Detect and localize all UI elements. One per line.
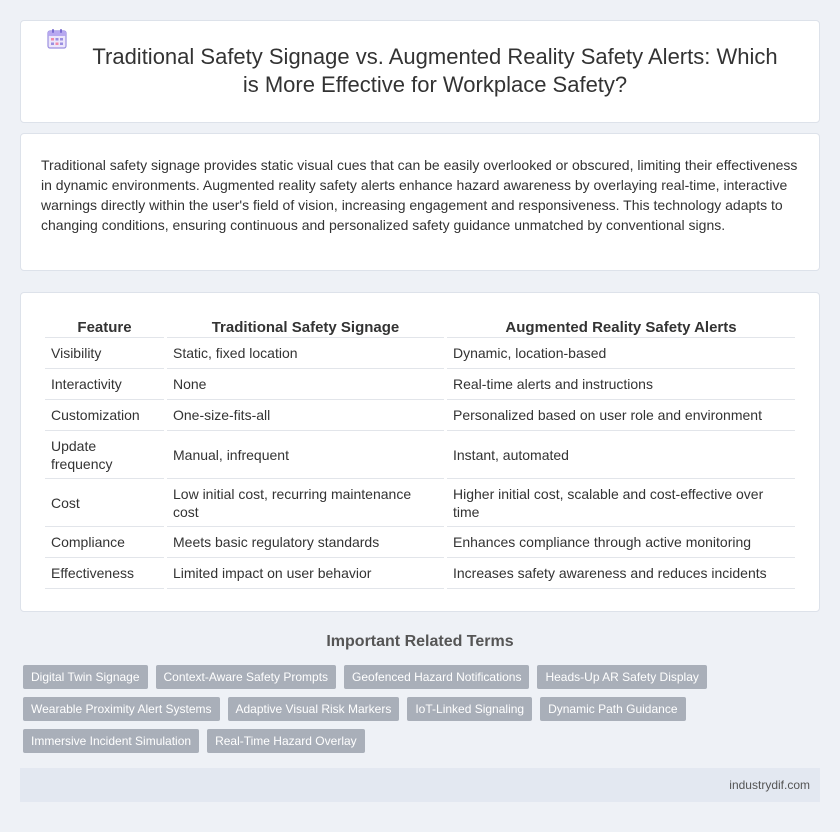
tag-row — [23, 729, 803, 753]
traditional-cell: Limited impact on user behavior — [167, 558, 444, 589]
related-term-tag[interactable]: Context-Aware Safety Prompts — [156, 665, 337, 689]
ar-cell: Higher initial cost, scalable and cost-effective over time — [447, 479, 795, 527]
table-header-row — [45, 315, 795, 338]
tag-row — [23, 665, 803, 689]
related-term-tag[interactable]: Real-Time Hazard Overlay — [207, 729, 365, 753]
related-terms-list — [23, 665, 803, 761]
table-row — [45, 558, 795, 589]
table-row — [45, 527, 795, 558]
traditional-cell: Static, fixed location — [167, 338, 444, 369]
table-row — [45, 400, 795, 431]
table-row — [45, 479, 795, 527]
feature-cell: Customization — [45, 400, 164, 431]
related-term-tag[interactable]: IoT-Linked Signaling — [407, 697, 532, 721]
traditional-cell: None — [167, 369, 444, 400]
table-row — [45, 338, 795, 369]
tag-row — [23, 697, 803, 721]
feature-cell: Interactivity — [45, 369, 164, 400]
related-term-tag[interactable]: Dynamic Path Guidance — [540, 697, 685, 721]
feature-cell: Compliance — [45, 527, 164, 558]
related-term-tag[interactable]: Adaptive Visual Risk Markers — [228, 697, 400, 721]
comparison-table — [42, 315, 798, 589]
related-terms-title: Important Related Terms — [326, 633, 514, 650]
related-term-tag[interactable]: Geofenced Hazard Notifications — [344, 665, 529, 689]
comparison-card — [20, 292, 820, 612]
related-term-tag[interactable]: Digital Twin Signage — [23, 665, 148, 689]
traditional-cell: Low initial cost, recurring maintenance cost — [167, 479, 444, 527]
column-header-traditional: Traditional Safety Signage — [167, 315, 444, 338]
ar-cell: Increases safety awareness and reduces incidents — [447, 558, 795, 589]
table-row — [45, 431, 795, 479]
feature-cell: Update frequency — [45, 431, 164, 479]
page-title: Traditional Safety Signage vs. Augmented Reality Safety Alerts: Which is More Effective for Workplace Safety? — [92, 44, 778, 97]
related-term-tag[interactable]: Wearable Proximity Alert Systems — [23, 697, 220, 721]
ar-cell: Real-time alerts and instructions — [447, 369, 795, 400]
intro-paragraph: Traditional safety signage provides static visual cues that can be easily overlooked or obscured, limiting their effectiveness in dynamic environments. Augmented reality safety alerts enhance hazard awareness by overlaying real-time, interactive warnings directly within the user's field of vision, increasing engagement and responsiveness. This technology adapts to changing conditions, ensuring continuous and personalized safety guidance unmatched by conventional signs. — [41, 157, 798, 233]
feature-cell: Visibility — [45, 338, 164, 369]
footer-site-link[interactable]: industrydif.com — [729, 778, 810, 792]
title-card — [20, 20, 820, 123]
traditional-cell: One-size-fits-all — [167, 400, 444, 431]
column-header-ar: Augmented Reality Safety Alerts — [447, 315, 795, 338]
feature-cell: Effectiveness — [45, 558, 164, 589]
ar-cell: Personalized based on user role and environment — [447, 400, 795, 431]
ar-cell: Enhances compliance through active monitoring — [447, 527, 795, 558]
related-term-tag[interactable]: Immersive Incident Simulation — [23, 729, 199, 753]
ar-cell: Dynamic, location-based — [447, 338, 795, 369]
intro-card — [20, 133, 820, 271]
related-term-tag[interactable]: Heads-Up AR Safety Display — [537, 665, 706, 689]
traditional-cell: Manual, infrequent — [167, 431, 444, 479]
table-row — [45, 369, 795, 400]
traditional-cell: Meets basic regulatory standards — [167, 527, 444, 558]
column-header-feature: Feature — [45, 315, 164, 338]
footer — [20, 768, 820, 802]
feature-cell: Cost — [45, 479, 164, 527]
ar-cell: Instant, automated — [447, 431, 795, 479]
